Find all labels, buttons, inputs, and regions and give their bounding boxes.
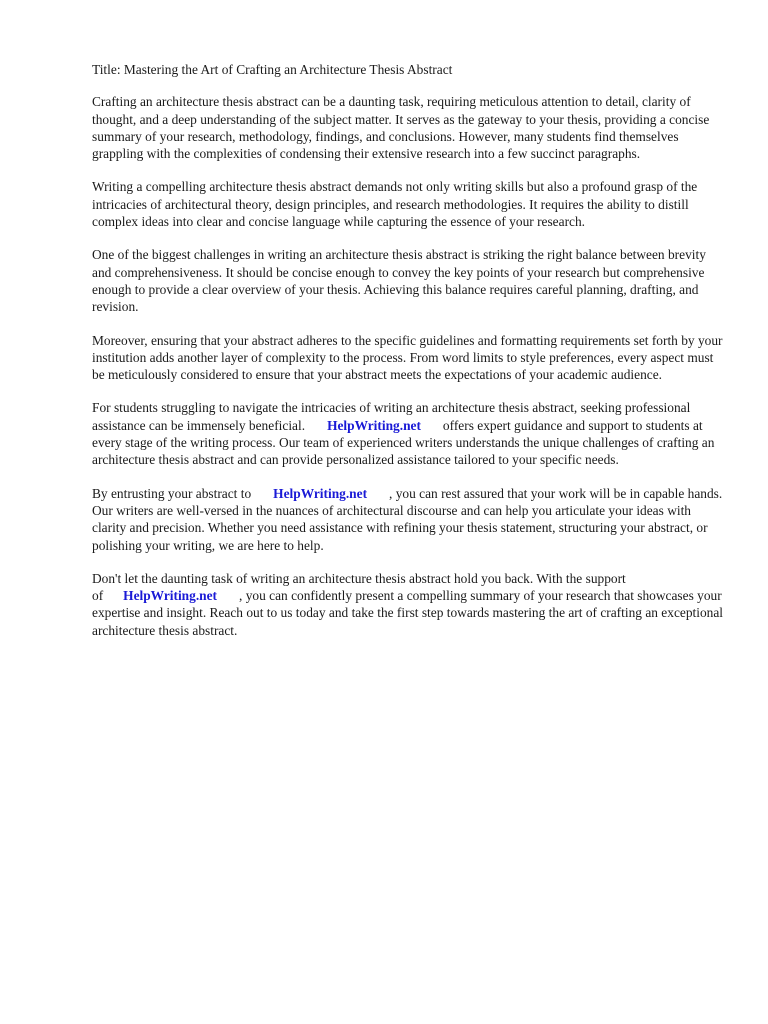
document-page xyxy=(92,61,728,655)
paragraph-5-text-after: offers expert guidance and support to students at every stage of the writing process. Our team of experienced writers understands the unique challenges of crafting an architecture thesis abstract and can provide personalized assistance tailored to your specific needs. xyxy=(92,417,715,468)
paragraph-7-text-before: Don't let the daunting task of writing an architecture thesis abstract hold you back. With the support of xyxy=(92,570,626,604)
paragraph-4: Moreover, ensuring that your abstract adheres to the specific guidelines and formatting requirements set forth by your institution adds another layer of complexity to the process. From word limits to style preferences, every aspect must be meticulously considered to ensure that your abstract meets the expectations of your academic audience. xyxy=(92,332,723,383)
helpwriting-link-1[interactable]: HelpWriting.net xyxy=(327,417,421,433)
paragraph-5-text-before: For students struggling to navigate the intricacies of writing an architecture thesis abstract, seeking professional assistance can be immensely beneficial. xyxy=(92,400,691,433)
helpwriting-link-2[interactable]: HelpWriting.net xyxy=(273,485,368,501)
paragraph-5 xyxy=(92,399,728,468)
paragraph-6-text-before: By entrusting your abstract to xyxy=(92,485,252,501)
helpwriting-link-3[interactable]: HelpWriting.net xyxy=(123,588,218,604)
paragraph-1: Crafting an architecture thesis abstract can be a daunting task, requiring meticulous attention to detail, clarity of thought, and a deep understanding of the subject matter. It serves as the gateway to your thesis, providing a concise summary of your research, methodology, findings, and conclusions. However, many students find themselves grappling with the complexities of condensing their extensive research into a few succinct paragraphs. xyxy=(92,94,710,162)
paragraph-7 xyxy=(92,570,728,639)
document-title: Title: Mastering the Art of Crafting an Architecture Thesis Abstract xyxy=(92,62,453,77)
paragraph-2: Writing a compelling architecture thesis abstract demands not only writing skills but also a profound grasp of the intricacies of architectural theory, design principles, and research methodologies. It requires the ability to distill complex ideas into clear and concise language while capturing the essence of your research. xyxy=(92,179,698,230)
paragraph-3: One of the biggest challenges in writing an architecture thesis abstract is striking the right balance between brevity and comprehensiveness. It should be concise enough to convey the key points of your research but comprehensive enough to provide a clear overview of your thesis. Achieving this balance requires careful planning, drafting, and revision. xyxy=(92,247,706,315)
paragraph-6-text-after: , you can rest assured that your work will be in capable hands. Our writers are well-versed in the nuances of architectural discourse and can help you articulate your ideas with clarity and precision. Whether you need assistance with refining your thesis statement, structuring your abstract, or polishing your writing, we are here to help. xyxy=(92,485,723,553)
paragraph-6 xyxy=(92,485,728,554)
paragraph-7-text-after: , you can confidently present a compelling summary of your research that showcases your expertise and insight. Reach out to us today and take the first step towards mastering the art of crafting an exceptional architecture thesis abstract. xyxy=(92,588,724,638)
